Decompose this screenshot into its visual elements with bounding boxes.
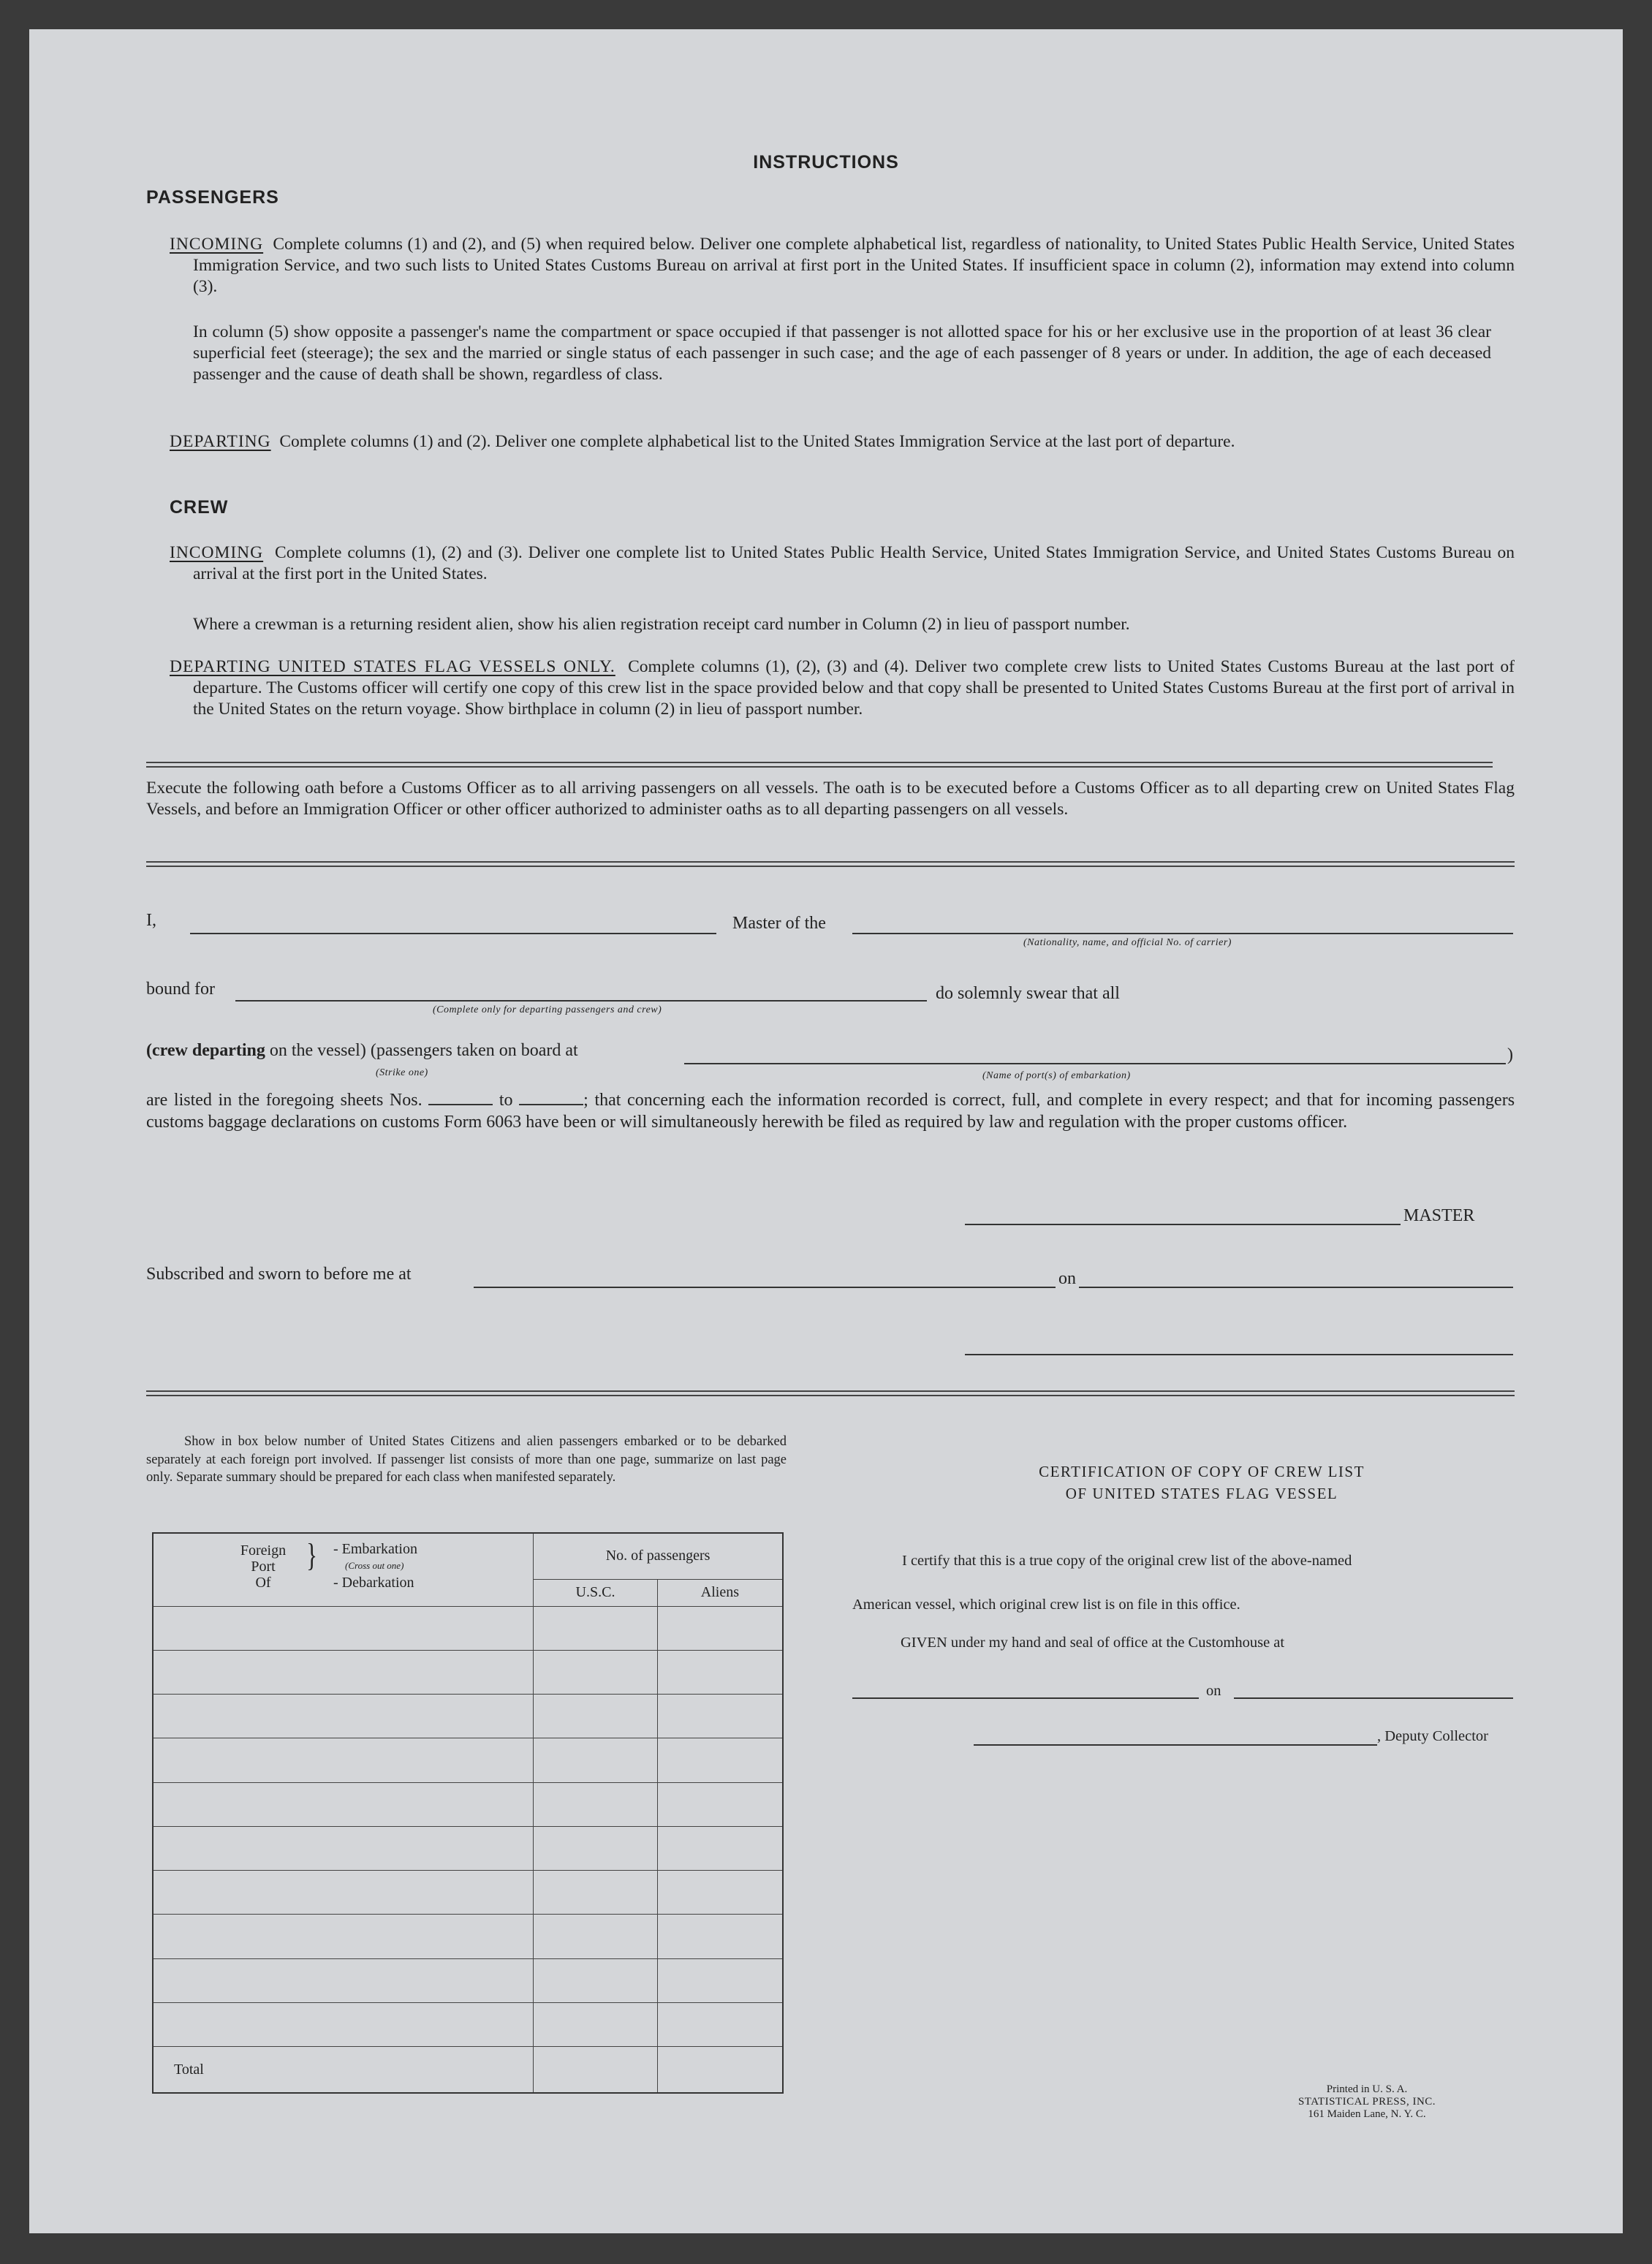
sworn-location-field[interactable]: [474, 1287, 1056, 1288]
sworn-date-field[interactable]: [1079, 1287, 1513, 1288]
oath-instructions: Execute the following oath before a Customs Officer as to all arriving passengers on all vessels. The oath is to be executed before a Customs Officer as to all departing crew on United States Flag Vessels, and before an Immigration Officer or other officer authorized to administer oaths as to all departing passengers on all vessels.: [146, 779, 1515, 819]
certify-line-1: I certify that this is a true copy of the original crew list of the above-named: [902, 1553, 1352, 1569]
table-row: [153, 1738, 783, 1782]
instructions-title: INSTRUCTIONS: [753, 152, 899, 173]
table-row: [153, 1782, 783, 1826]
usc-cell[interactable]: [534, 1915, 658, 1958]
aliens-cell[interactable]: [657, 1695, 783, 1738]
crew-departing-paragraph: DEPARTING UNITED STATES FLAG VESSELS ONLY. Complete columns (1), (2), (3) and (4). Deliver two complete crew lists to United States Customs Bureau at the last port of departure. The Customs officer will certify one copy of this crew list in the space provided below and that copy shall be presented to United States Customs Bureau at the first port of arrival in the United States on the return voyage. Show birthplace in column (2) in lieu of passport number.: [170, 657, 1515, 719]
certification-title: CERTIFICATION OF COPY OF CREW LIST OF UNITED STATES FLAG VESSEL: [1039, 1463, 1365, 1502]
usc-cell[interactable]: [534, 1695, 658, 1738]
aliens-cell[interactable]: [657, 1871, 783, 1915]
aliens-cell[interactable]: [657, 1958, 783, 2002]
certify-line-2: American vessel, which original crew list is on file in this office.: [852, 1597, 1240, 1613]
returning-alien-paragraph: Where a crewman is a returning resident alien, show his alien registration receipt card number in Column (2) in lieu of passport number.: [193, 615, 1130, 634]
aliens-cell[interactable]: [657, 1738, 783, 1782]
oath-i-label: I,: [146, 911, 156, 930]
column5-paragraph: In column (5) show opposite a passenger's name the compartment or space occupied if that passenger is not allotted space for his or her exclusive use in the proportion of at least 36 clear superficial feet (steerage); the sex and the married or single status of each passenger in such case; and the age of each passenger of 8 years or under. In addition, the age of each deceased passenger and the cause of death shall be shown, regardless of class.: [193, 322, 1491, 384]
subscribed-label: Subscribed and sworn to before me at: [146, 1265, 412, 1284]
port-cell[interactable]: [153, 1650, 534, 1694]
aliens-cell[interactable]: [657, 2002, 783, 2046]
carrier-field[interactable]: [852, 933, 1513, 934]
port-cell[interactable]: [153, 1738, 534, 1782]
passengers-incoming-paragraph: INCOMING Complete columns (1) and (2), and (5) when required below. Deliver one complete alphabetical list, regardless of nationality, to United States Public Health Service, United States Immigration Service, and two such lists to United States Customs Bureau on arrival at first port in the United States. If insufficient space in column (2), information may extend into column (3).: [170, 235, 1515, 296]
passengers-departing-paragraph: DEPARTING Complete columns (1) and (2). Deliver one complete alphabetical list to the United States Immigration Service at the last port of departure.: [170, 432, 1235, 451]
aliens-cell[interactable]: [657, 1782, 783, 1826]
divider: [146, 1390, 1515, 1396]
printer-imprint: Printed in U. S. A. STATISTICAL PRESS, INC. 161 Maiden Lane, N. Y. C.: [1297, 2083, 1436, 2120]
cross-out-caption: (Cross out one): [345, 1560, 404, 1571]
port-cell[interactable]: [153, 1606, 534, 1650]
crew-passengers-line: (crew departing on the vessel) (passengers taken on board at: [146, 1041, 578, 1060]
sheet-to-field[interactable]: [519, 1104, 583, 1105]
certify-on-label: on: [1206, 1683, 1221, 1699]
port-cell[interactable]: [153, 2002, 534, 2046]
total-usc-cell[interactable]: [534, 2047, 658, 2093]
customhouse-field[interactable]: [852, 1697, 1199, 1699]
port-cell[interactable]: [153, 1871, 534, 1915]
crew-incoming-label: INCOMING: [170, 543, 264, 562]
master-label: MASTER: [1403, 1206, 1475, 1225]
debarkation-label: - Debarkation: [333, 1575, 414, 1591]
usc-cell[interactable]: [534, 1871, 658, 1915]
crew-heading: CREW: [170, 497, 229, 518]
port-cell[interactable]: [153, 1695, 534, 1738]
port-cell[interactable]: [153, 1958, 534, 2002]
certify-date-field[interactable]: [1234, 1697, 1513, 1699]
master-of-the-label: Master of the: [732, 914, 826, 933]
port-cell[interactable]: [153, 1915, 534, 1958]
aliens-header: Aliens: [657, 1579, 783, 1606]
passenger-count-table: [152, 1532, 784, 2094]
deputy-collector-label: , Deputy Collector: [1377, 1728, 1489, 1744]
swear-label: do solemnly swear that all: [936, 984, 1120, 1003]
master-signature-field[interactable]: [965, 1224, 1401, 1225]
port-cell[interactable]: [153, 1826, 534, 1870]
usc-cell[interactable]: [534, 1958, 658, 2002]
table-row: [153, 1650, 783, 1694]
passengers-heading: PASSENGERS: [146, 187, 279, 208]
of-label: Of: [255, 1575, 271, 1591]
deputy-signature-field[interactable]: [974, 1744, 1377, 1746]
table-row: [153, 1695, 783, 1738]
table-row: [153, 1958, 783, 2002]
divider: [146, 762, 1493, 768]
sworn-on-label: on: [1058, 1269, 1076, 1288]
no-of-passengers-header: No. of passengers: [534, 1533, 783, 1579]
usc-cell[interactable]: [534, 1826, 658, 1870]
usc-cell[interactable]: [534, 2002, 658, 2046]
usc-cell[interactable]: [534, 1650, 658, 1694]
master-name-field[interactable]: [190, 933, 716, 934]
aliens-cell[interactable]: [657, 1650, 783, 1694]
close-paren: ): [1507, 1045, 1513, 1064]
usc-header: U.S.C.: [534, 1579, 658, 1606]
crew-departing-label: DEPARTING UNITED STATES FLAG VESSELS ONLY.: [170, 657, 615, 676]
total-row: [153, 2047, 783, 2093]
bound-for-field[interactable]: [235, 1000, 927, 1002]
oath-body: are listed in the foregoing sheets Nos. to ; that concerning each the information recorded is correct, full, and complete in every respect; and that for incoming passengers customs baggage declarations on customs Form 6063 have been or will simultaneously herewith be filed as required by law and regulation with the proper customs officer.: [146, 1091, 1515, 1132]
port-caption: (Name of port(s) of embarkation): [982, 1070, 1131, 1081]
sheet-from-field[interactable]: [428, 1104, 493, 1105]
table-row: [153, 2002, 783, 2046]
box-instructions: Show in box below number of United States Citizens and alien passengers embarked or to be debarked separately at each foreign port involved. If passenger list consists of more than one page, summarize on last page only. Separate summary should be prepared for each class when manifested separately.: [146, 1434, 787, 1485]
table-row: [153, 1826, 783, 1870]
table-row: [153, 1871, 783, 1915]
port-header-cell: [153, 1533, 534, 1606]
table-row: [153, 1915, 783, 1958]
passengers-departing-label: DEPARTING: [170, 432, 271, 451]
usc-cell[interactable]: [534, 1782, 658, 1826]
total-aliens-cell[interactable]: [657, 2047, 783, 2093]
usc-cell[interactable]: [534, 1738, 658, 1782]
embarkation-label: - Embarkation: [333, 1541, 417, 1557]
port-label: Port: [251, 1559, 276, 1575]
form-page: [29, 29, 1623, 2233]
usc-cell[interactable]: [534, 1606, 658, 1650]
divider: [146, 861, 1515, 867]
total-label: Total: [153, 2047, 534, 2093]
foreign-label: Foreign: [240, 1542, 287, 1559]
crew-incoming-paragraph: INCOMING Complete columns (1), (2) and (3). Deliver one complete list to United States Public Health Service, United States Immigration Service, and United States Customs Bureau on arrival at the first port in the United States.: [170, 543, 1515, 583]
embarkation-port-field[interactable]: [684, 1063, 1506, 1064]
strike-caption: (Strike one): [376, 1067, 428, 1078]
bound-for-label: bound for: [146, 980, 215, 999]
aliens-cell[interactable]: [657, 1826, 783, 1870]
officer-signature-field[interactable]: [965, 1354, 1513, 1355]
port-cell[interactable]: [153, 1782, 534, 1826]
certify-line-3: GIVEN under my hand and seal of office at the Customhouse at: [901, 1635, 1285, 1651]
carrier-caption: (Nationality, name, and official No. of carrier): [1023, 937, 1232, 948]
bound-for-caption: (Complete only for departing passengers and crew): [433, 1004, 662, 1015]
aliens-cell[interactable]: [657, 1915, 783, 1958]
table-row: [153, 1606, 783, 1650]
brace-icon: }: [306, 1537, 317, 1573]
passengers-incoming-label: INCOMING: [170, 235, 264, 254]
aliens-cell[interactable]: [657, 1606, 783, 1650]
